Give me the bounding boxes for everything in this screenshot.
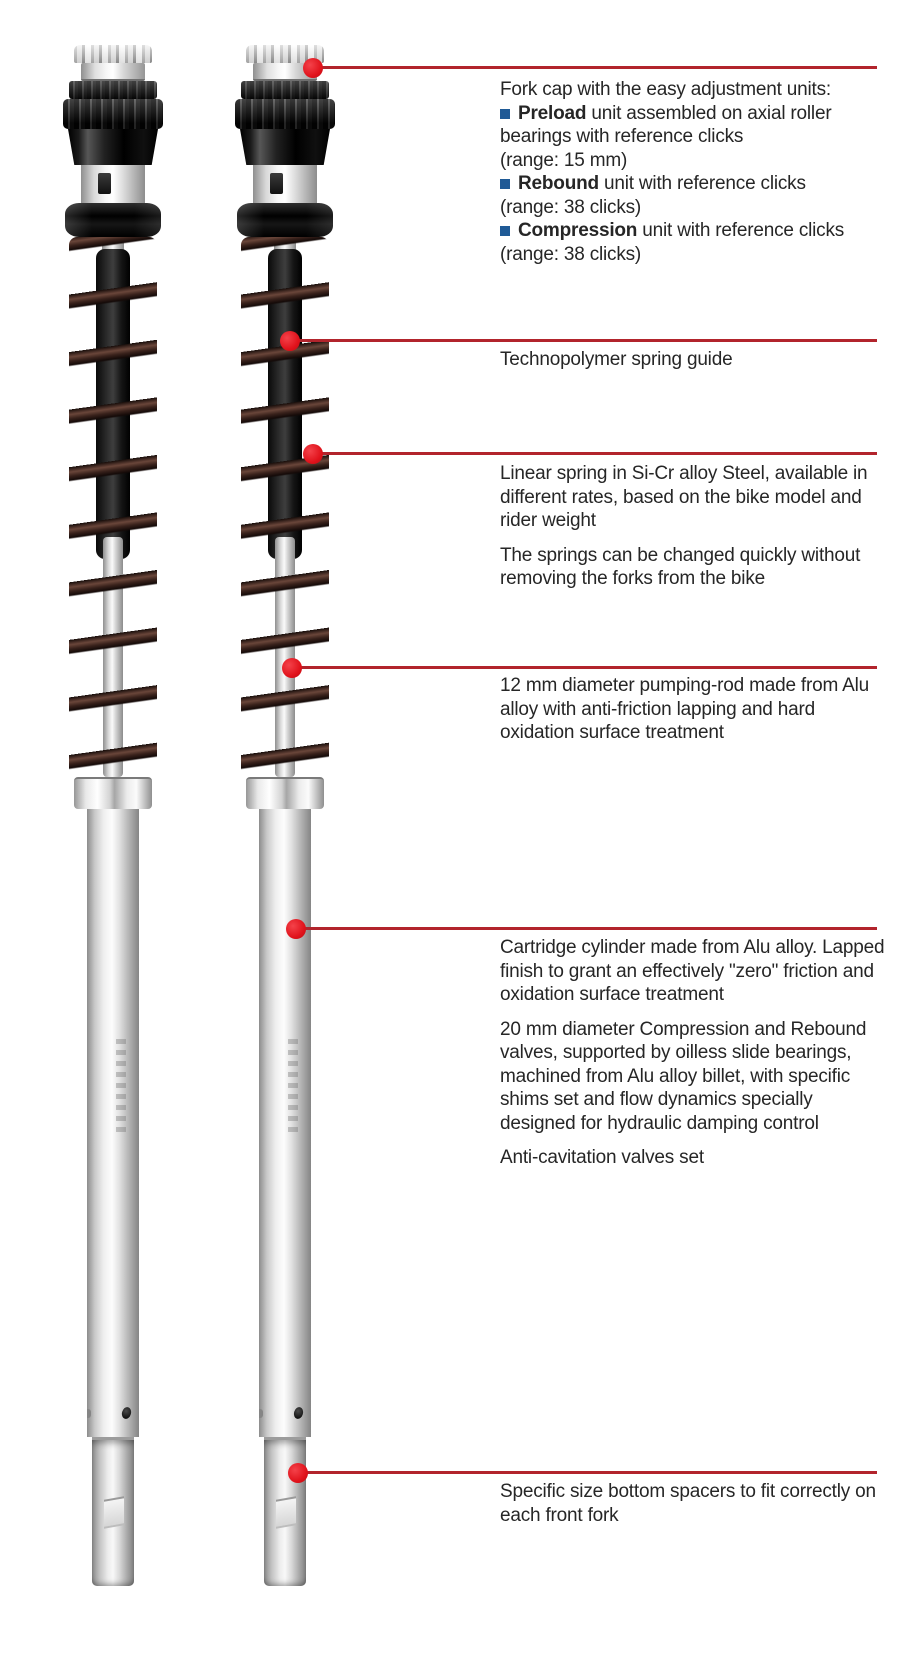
- spacer-notch: [276, 1496, 296, 1529]
- bullet-range: (range: 15 mm): [500, 149, 628, 171]
- callout-paragraph: 12 mm diameter pumping-rod made from Alu alloy with anti-friction lapping and hard oxidation surface treatment: [500, 675, 869, 743]
- bullet-compression: [500, 219, 888, 243]
- cap-locking-ring: [241, 81, 329, 99]
- cap-ribbed-ring: [63, 99, 163, 129]
- spacer-notch: [104, 1496, 124, 1529]
- callout-paragraph: Linear spring in Si-Cr alloy Steel, available in different rates, based on the bike model and rider weight: [500, 463, 868, 531]
- tube-engraving: [288, 1039, 298, 1135]
- cap-locking-ring: [69, 81, 157, 99]
- callout-line-linear-spring: [313, 452, 877, 455]
- tube-mark: [87, 1409, 91, 1418]
- fork-spring: [241, 237, 329, 777]
- bullet-rebound: [500, 172, 888, 196]
- cap-neck: [81, 165, 145, 203]
- callout-paragraph: Anti-cavitation valves set: [500, 1147, 704, 1168]
- callout-line-cartridge: [296, 927, 877, 930]
- spring-coils: [69, 237, 157, 777]
- bullet-text: unit assembled on axial roller bearings with reference clicks: [500, 102, 832, 147]
- callout-text-pumping-rod: [500, 674, 888, 745]
- bleed-hole: [293, 1406, 305, 1420]
- bottom-spacer: [92, 1437, 134, 1586]
- bullet-square-icon: [500, 179, 510, 189]
- callout-text-spring-guide: [500, 348, 888, 372]
- fork-cartridge-right: [230, 45, 340, 1586]
- callout-line-bottom-spacers: [298, 1471, 877, 1474]
- fork-cartridge-left: [58, 45, 168, 1586]
- callout-paragraph: Cartridge cylinder made from Alu alloy. Lapped finish to grant an effectively "zero" friction and oxidation surface treatment: [500, 937, 885, 1005]
- bullet-label: Rebound: [518, 173, 599, 194]
- fork-cap-body: [240, 129, 330, 165]
- tube-mark: [259, 1409, 263, 1418]
- adjuster-base: [81, 63, 145, 81]
- bullet-square-icon: [500, 226, 510, 236]
- callout-dot-fork-cap: [303, 58, 323, 78]
- bleed-hole: [121, 1406, 133, 1420]
- spring-top-seat: [65, 203, 161, 237]
- spring-top-seat: [237, 203, 333, 237]
- bottom-spacer: [264, 1437, 306, 1586]
- callout-dot-pumping-rod: [282, 658, 302, 678]
- bullet-text: unit with reference clicks: [637, 220, 845, 241]
- bullet-range: (range: 38 clicks): [500, 243, 642, 265]
- callout-text-bottom-spacers: [500, 1480, 888, 1527]
- fork-spring: [69, 237, 157, 777]
- bullet-preload: [500, 102, 888, 149]
- callout-text-cartridge: [500, 936, 888, 1170]
- bullet-text: unit with reference clicks: [598, 173, 806, 194]
- bullet-range: (range: 38 clicks): [500, 196, 642, 218]
- callout-line-spring-guide: [290, 339, 877, 342]
- callout-dot-spring-guide: [280, 331, 300, 351]
- neck-window: [270, 173, 283, 194]
- callout-text-linear-spring: [500, 462, 888, 591]
- callout-dot-linear-spring: [303, 444, 323, 464]
- neck-window: [98, 173, 111, 194]
- fork-cap-title: Fork cap with the easy adjustment units:: [500, 79, 831, 100]
- bullet-label: Preload: [518, 102, 587, 124]
- tube-engraving: [116, 1039, 126, 1135]
- callout-line-fork-cap: [313, 66, 877, 69]
- preload-adjuster-crown: [74, 45, 152, 63]
- bullet-square-icon: [500, 109, 510, 119]
- callout-line-pumping-rod: [292, 666, 877, 669]
- spring-coils: [241, 237, 329, 777]
- cap-ribbed-ring: [235, 99, 335, 129]
- bullet-label: Compression: [518, 220, 638, 241]
- callout-text-fork-cap: [500, 78, 888, 266]
- callout-paragraph: 20 mm diameter Compression and Rebound valves, supported by oilless slide bearings, machined from Alu alloy billet, with specific shims set and flow dynamics specially designed for hydraulic damping control: [500, 1018, 867, 1134]
- cap-neck: [253, 165, 317, 203]
- spring-bottom-collar: [246, 777, 324, 809]
- cartridge-cylinder-tube: [87, 809, 139, 1437]
- callout-paragraph: The springs can be changed quickly without removing the forks from the bike: [500, 544, 861, 589]
- callout-paragraph: Technopolymer spring guide: [500, 349, 733, 370]
- cartridge-cylinder-tube: [259, 809, 311, 1437]
- callout-dot-bottom-spacers: [288, 1463, 308, 1483]
- spring-bottom-collar: [74, 777, 152, 809]
- callout-dot-cartridge: [286, 919, 306, 939]
- fork-cap-body: [68, 129, 158, 165]
- callout-paragraph: Specific size bottom spacers to fit correctly on each front fork: [500, 1481, 876, 1526]
